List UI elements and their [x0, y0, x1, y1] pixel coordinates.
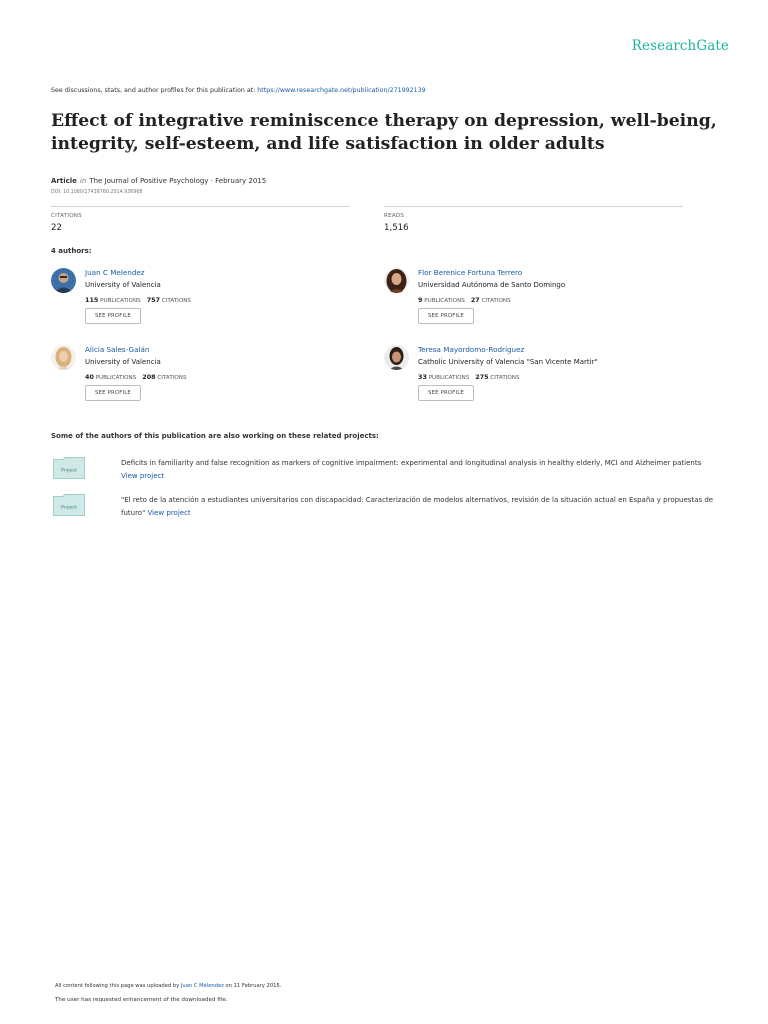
- reads-label: READS: [384, 213, 405, 219]
- author-institution: University of Valencia: [85, 358, 161, 366]
- publication-doi: DOI: 10.1080/17439760.2014.936968: [51, 190, 143, 195]
- author-citations-count: 275: [475, 373, 489, 381]
- citations-label: CITATIONS: [157, 375, 187, 381]
- project-title: Deficits in familiarity and false recognition as markers of cognitive impairment: experimental and longitudinal analysis in healthy elderly, MCI and Alzheimer patients: [121, 459, 702, 467]
- citations-label: CITATIONS: [51, 213, 82, 219]
- author-institution: University of Valencia: [85, 281, 161, 289]
- avatar[interactable]: [51, 345, 76, 370]
- folder-icon: [53, 457, 85, 479]
- upload-note-suffix: on 11 February 2015.: [223, 983, 282, 989]
- authors-heading: 4 authors:: [51, 247, 92, 255]
- citations-label: CITATIONS: [481, 298, 511, 304]
- publications-label: PUBLICATIONS: [428, 375, 470, 381]
- project-folder-icon[interactable]: [53, 494, 85, 514]
- view-project-link[interactable]: View project: [121, 472, 165, 480]
- view-project-link[interactable]: View project: [147, 509, 191, 517]
- citations-value: 22: [51, 223, 62, 233]
- author-name-link[interactable]: Flor Berenice Fortuna Terrero: [418, 268, 523, 277]
- avatar-photo-icon: [51, 345, 76, 370]
- author-card: [384, 268, 714, 338]
- avatar[interactable]: [51, 268, 76, 293]
- project-title: "El reto de la atención a estudiantes universitarios con discapacidad: Caracterización de modelos alternativos, revisión de la situación actual en España y propuestas de futuro": [121, 496, 714, 517]
- author-citations-count: 208: [142, 373, 156, 381]
- author-publications-count: 9: [418, 296, 423, 304]
- author-card: [384, 345, 714, 415]
- project-description: [121, 494, 721, 520]
- author-stats: [85, 296, 191, 304]
- uploader-link[interactable]: Juan C Melendez: [180, 983, 224, 989]
- author-publications-count: 115: [85, 296, 99, 304]
- avatar-photo-icon: [51, 268, 76, 293]
- author-card: [51, 268, 381, 338]
- author-stats: [85, 373, 187, 381]
- avatar-photo-icon: [384, 268, 409, 293]
- author-stats: [418, 296, 511, 304]
- publication-title: Effect of integrative reminiscence therapy on depression, well-being, integrity, self-esteem, and life satisfaction in older adults: [51, 111, 717, 154]
- enhancement-note: The user has requested enhancement of the downloaded file.: [55, 997, 228, 1003]
- reads-value: 1,516: [384, 223, 409, 233]
- publication-type: Article: [51, 177, 77, 185]
- citations-label: CITATIONS: [161, 298, 191, 304]
- discussion-notice: [51, 87, 426, 94]
- related-projects-heading: Some of the authors of this publication are also working on these related projects:: [51, 432, 379, 440]
- folder-icon: [53, 494, 85, 516]
- reads-divider: [384, 206, 683, 207]
- author-stats: [418, 373, 520, 381]
- in-word: in: [79, 177, 87, 185]
- discussion-notice-text: See discussions, stats, and author profiles for this publication at:: [51, 87, 258, 94]
- author-institution: Universidad Autónoma de Santo Domingo: [418, 281, 566, 289]
- citations-label: CITATIONS: [490, 375, 520, 381]
- see-profile-button[interactable]: SEE PROFILE: [418, 385, 474, 401]
- upload-note-prefix: All content following this page was uploaded by: [55, 983, 181, 989]
- publications-label: PUBLICATIONS: [100, 298, 141, 304]
- author-citations-count: 757: [146, 296, 161, 304]
- avatar[interactable]: [384, 345, 409, 370]
- author-institution: Catholic University of Valencia "San Vicente Martir": [418, 358, 598, 366]
- author-card: [51, 345, 381, 415]
- upload-note: [55, 983, 281, 989]
- author-name-link[interactable]: Teresa Mayordomo-Rodríguez: [418, 345, 525, 354]
- project-badge-text: Project: [61, 468, 77, 474]
- publications-label: PUBLICATIONS: [95, 375, 137, 381]
- author-name-link[interactable]: Alicia Sales-Galán: [85, 345, 150, 354]
- avatar-photo-icon: [384, 345, 409, 370]
- author-publications-count: 40: [85, 373, 94, 381]
- project-folder-icon[interactable]: [53, 457, 85, 477]
- project-description: [121, 457, 721, 483]
- see-profile-button[interactable]: SEE PROFILE: [85, 385, 141, 401]
- see-profile-button[interactable]: SEE PROFILE: [418, 308, 474, 324]
- publication-url-link[interactable]: https://www.researchgate.net/publication/271992139: [257, 87, 426, 94]
- publication-meta: [51, 177, 266, 185]
- author-name-link[interactable]: Juan C Melendez: [85, 268, 145, 277]
- journal-info: The Journal of Positive Psychology · February 2015: [89, 177, 267, 185]
- project-badge-text: Project: [61, 505, 77, 511]
- citations-divider: [51, 206, 350, 207]
- author-citations-count: 27: [470, 296, 480, 304]
- publications-label: PUBLICATIONS: [424, 298, 465, 304]
- author-publications-count: 33: [418, 373, 427, 381]
- researchgate-logo[interactable]: ResearchGate: [631, 38, 729, 54]
- avatar[interactable]: [384, 268, 409, 293]
- see-profile-button[interactable]: SEE PROFILE: [85, 308, 141, 324]
